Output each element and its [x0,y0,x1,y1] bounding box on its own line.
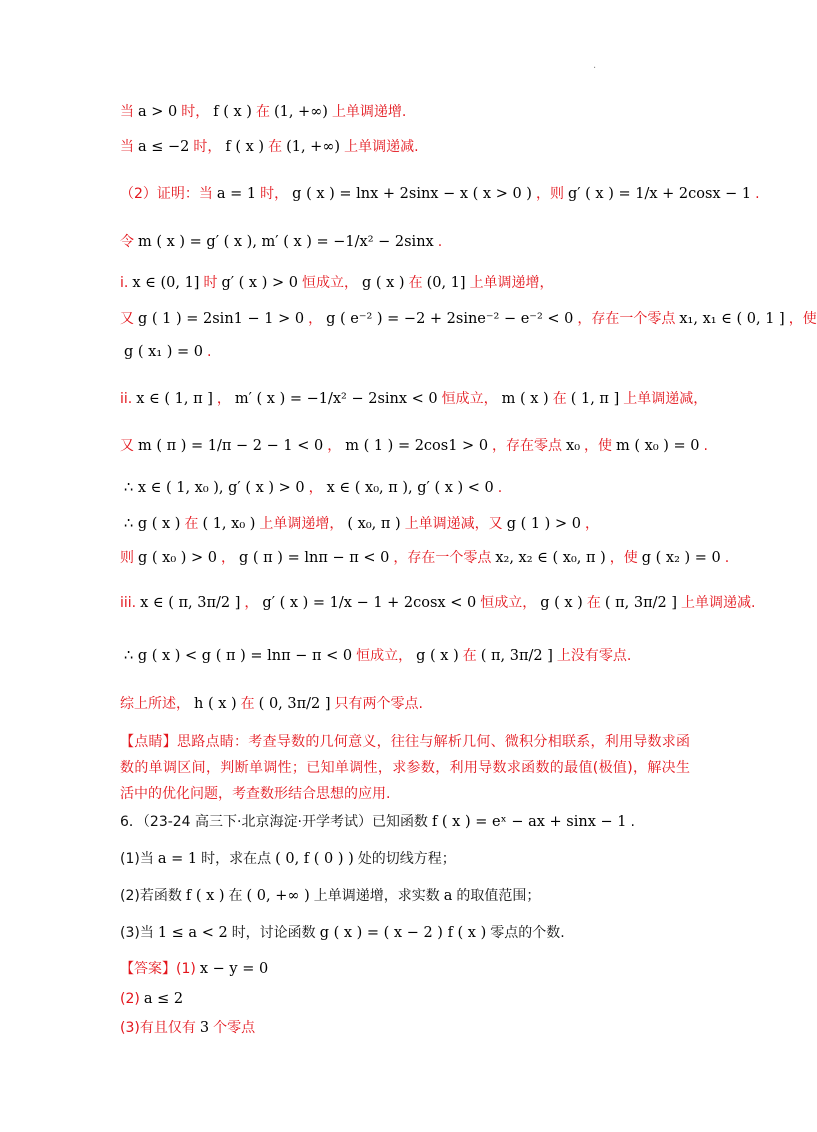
solution-line-l9 [120,435,708,457]
text-run: 在 [228,888,243,904]
text-run: . [497,480,503,496]
math-expression: g ( x ) = ( x − 2 ) f ( x ) [319,925,487,941]
math-expression: g ( x₂ ) = 0 [641,550,721,566]
math-expression: m ( x₀ ) = 0 [616,438,700,454]
text-run: . [437,234,443,250]
text-run: 在 [586,595,601,611]
text-run: ， [327,438,342,454]
text-run: 个零点 [213,1020,256,1036]
text-run: iii. [120,595,137,611]
solution-line-l10 [120,477,502,499]
text-run: 零点的个数. [490,925,565,941]
text-run: 上单调递减. [680,595,756,611]
text-run: ， [584,516,599,532]
solution-line-l14 [120,645,631,667]
math-expression: ( x₀, π ) [347,516,401,532]
math-expression: a = 1 [216,186,257,202]
math-expression: ( π, 3π/2 ] [480,648,553,664]
text-run: 在 [408,275,423,291]
problem-line-a2 [120,1017,255,1039]
text-run: ， [221,550,236,566]
math-expression: m ( x ) [501,391,549,407]
text-run: 在 [462,648,477,664]
text-run: (1)当 [120,851,154,867]
text-run: 又 [120,311,134,327]
text-run: 当 [120,104,134,120]
text-run: 在 [255,104,270,120]
text-run: 上单调递增，求实数 [313,888,440,904]
text-run: 则 [120,550,134,566]
text-run: (3)当 [120,925,154,941]
math-expression: ( 0, 3π/2 ] [258,696,331,712]
solution-line-l5 [120,272,554,294]
math-expression: (1, +∞) [273,104,328,120]
problem-line-p1 [120,848,456,870]
text-run: 恒成立， [480,595,537,611]
math-expression: m ( π ) = 1/π − 2 − 1 < 0 [138,438,324,454]
text-run: 时， [193,139,222,155]
text-run: 时， [181,104,210,120]
text-run: ii. [120,391,133,407]
text-run: 在 [552,391,567,407]
text-run: 在 [184,516,199,532]
solution-line-l6 [120,308,817,330]
math-expression: (0, 1] [426,275,466,291]
math-expression: g ( x₀ ) > 0 [138,550,218,566]
math-expression: g ( x ) [361,275,405,291]
math-expression: a ≤ 2 [143,991,184,1007]
text-run: . [207,344,212,360]
text-run: ，则 [535,186,564,202]
text-run: 时，讨论函数 [231,925,316,941]
text-run: 上单调递增， [469,275,554,291]
solution-line-l11 [120,513,599,535]
solution-line-l2 [120,136,419,158]
math-expression: ( 1, x₀ ) [202,516,256,532]
text-run: 当 [120,139,134,155]
math-expression: f ( x ) [225,139,265,155]
text-run: 恒成立， [441,391,498,407]
text-run: ，使 [788,311,817,327]
problem-line-p3 [120,922,565,944]
math-expression: x − y = 0 [199,961,269,977]
math-expression: x ∈ ( 1, π ] [136,391,213,407]
math-expression: f ( x ) [185,888,225,904]
math-expression: x₁, x₁ ∈ ( 0, 1 ] [679,311,785,327]
math-expression: x ∈ ( x₀, π ), g′ ( x ) < 0 [326,480,494,496]
text-run: ， [216,391,231,407]
text-run: ，存在零点 [492,438,563,454]
text-run: ，存在一个零点 [577,311,676,327]
math-expression: x ∈ (0, 1] [132,275,200,291]
math-expression: x ∈ ( π, 3π/2 ] [140,595,241,611]
math-expression: x₂, x₂ ∈ ( x₀, π ) [495,550,606,566]
math-expression: g ( x ) [416,648,459,664]
math-expression: ( 0, f ( 0 ) ) [275,851,354,867]
math-expression: g′ ( x ) = 1/x − 1 + 2cosx < 0 [262,595,477,611]
text-run: i. [120,275,129,291]
text-run: 6．（23-24 高三下·北京海淀·开学考试）已知函数 [120,814,428,830]
solution-line-l13 [120,592,755,614]
math-expression: m′ ( x ) = −1/x² − 2sinx < 0 [234,391,438,407]
math-expression: f ( x ) = eˣ − ax + sinx − 1 [431,814,627,830]
text-run: 上单调递增. [331,104,407,120]
math-expression: ∴ x ∈ ( 1, x₀ ), g′ ( x ) > 0 [124,480,305,496]
math-expression: 3 [199,1020,210,1036]
text-run: (2)若函数 [120,888,182,904]
problem-line-p0 [120,811,635,833]
math-expression: ( 1, π ] [570,391,620,407]
math-expression: 1 ≤ a < 2 [157,925,228,941]
text-run: . [703,438,708,454]
problem-line-a1 [120,988,187,1010]
math-expression: (1, +∞) [286,139,341,155]
problem-line-p2 [120,885,540,907]
text-run: 时 [203,275,218,291]
solution-line-l15 [120,693,423,715]
text-run: 只有两个零点. [334,696,423,712]
text-run: 恒成立， [301,275,358,291]
text-run: 恒成立， [356,648,413,664]
math-expression: f ( x ) [213,104,252,120]
text-run: ，存在一个零点 [393,550,492,566]
text-run: 在 [240,696,255,712]
text-run: 上单调递减. [344,139,419,155]
solution-line-l4 [120,231,442,253]
math-expression: a = 1 [157,851,198,867]
text-run: 时， [260,186,289,202]
text-run: (3)有且仅有 [120,1020,196,1036]
corner-mark: . [593,60,597,71]
text-run: 上单调递增， [259,516,344,532]
math-expression: a [443,888,453,904]
math-expression: g ( e⁻² ) = −2 + 2sine⁻² − e⁻² < 0 [326,311,574,327]
math-expression: ∴ g ( x ) [124,516,181,532]
solution-line-l3 [120,183,760,205]
math-expression: g ( π ) = lnπ − π < 0 [239,550,390,566]
math-expression: g ( x ) = lnx + 2sinx − x ( x > 0 ) [292,186,532,202]
text-run: 上单调递减，又 [404,516,503,532]
solution-line-l7 [120,341,211,363]
math-expression: m ( x ) = g′ ( x ), m′ ( x ) = −1/x² − 2sinx [138,234,434,250]
math-expression: ( 0, +∞ ) [246,888,310,904]
solution-line-l1 [120,101,406,123]
math-expression: ∴ g ( x ) < g ( π ) = lnπ − π < 0 [124,648,353,664]
text-run: (2) [120,991,140,1007]
text-run: ， [244,595,259,611]
text-run: 处的切线方程； [357,851,456,867]
math-expression: g′ ( x ) = 1/x + 2cosx − 1 [567,186,752,202]
math-expression: g ( 1 ) > 0 [506,516,581,532]
text-run: ， [308,311,323,327]
math-expression: g′ ( x ) > 0 [221,275,298,291]
text-run: 的取值范围； [456,888,541,904]
text-run: （2）证明：当 [120,186,213,202]
text-run: 综上所述， [120,696,190,712]
text-run: 在 [268,139,283,155]
text-run: 上单调递减， [623,391,708,407]
math-expression: a ≤ −2 [138,139,190,155]
text-run: 时，求在点 [201,851,272,867]
text-run: 【答案】(1) [120,961,196,977]
math-expression: m ( 1 ) = 2cos1 > 0 [345,438,489,454]
text-run: ，使 [584,438,613,454]
problem-line-a0 [120,958,272,980]
math-expression: g ( x ) [540,595,583,611]
text-run: . [724,550,730,566]
solution-line-l8 [120,388,707,410]
text-run: . [755,186,760,202]
math-expression: g ( 1 ) = 2sin1 − 1 > 0 [138,311,305,327]
text-run: 令 [120,234,134,250]
math-expression: a > 0 [138,104,178,120]
text-run: ， [308,480,323,496]
text-run: ，使 [609,550,638,566]
text-run: 上没有零点. [556,648,632,664]
math-expression: g ( x₁ ) = 0 [124,344,204,360]
comment-paragraph: 【点睛】思路点睛：考查导数的几何意义，往往与解析几何、微积分相联系，利用导数求函数的单调区间，判断单调性；已知单调性，求参数，利用导数求函数的最值(极值)，解决生活中的优化问题，考查数形结合思想的应用. [120,734,690,802]
solution-line-l12 [120,547,729,569]
math-expression: ( π, 3π/2 ] [604,595,677,611]
text-run: 又 [120,438,134,454]
math-expression: h ( x ) [194,696,237,712]
math-expression: x₀ [566,438,581,454]
text-run: . [630,814,635,830]
